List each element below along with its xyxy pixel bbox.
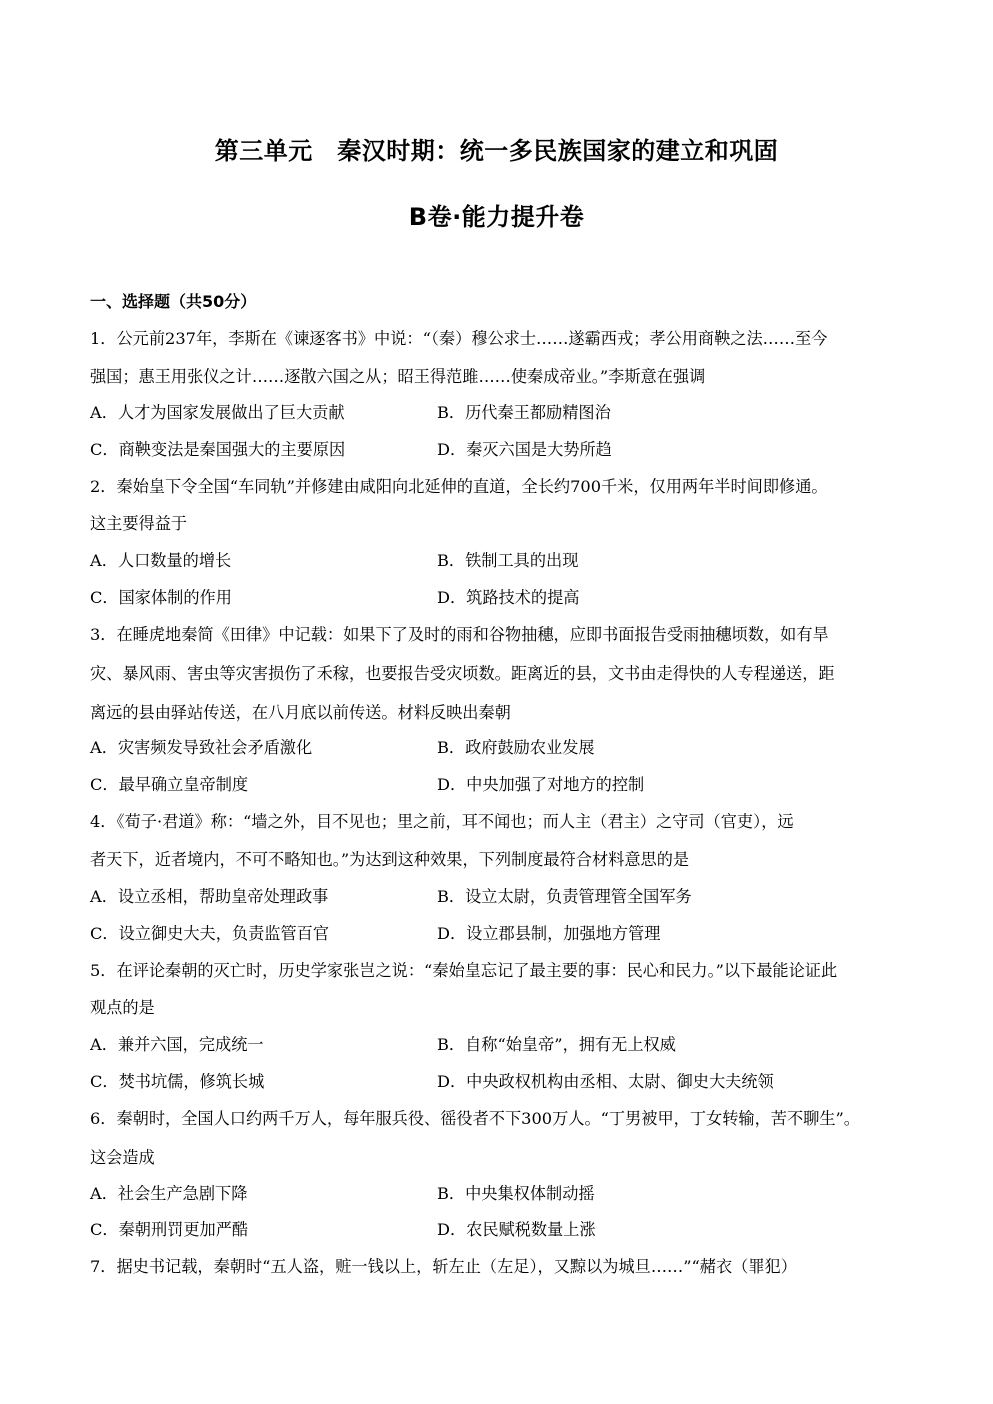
- question-6-option-d: D．农民赋税数量上涨: [437, 1220, 596, 1239]
- question-6-option-b: B．中央集权体制动摇: [437, 1184, 595, 1203]
- question-2-option-c: C．国家体制的作用: [90, 588, 232, 607]
- question-5-option-b: B．自称“始皇帝”，拥有无上权威: [437, 1035, 676, 1054]
- question-3-option-d: D．中央加强了对地方的控制: [437, 775, 645, 794]
- question-5-option-d: D．中央政权机构由丞相、太尉、御史大夫统领: [437, 1072, 774, 1091]
- page-subtitle: B卷·能力提升卷: [408, 203, 585, 231]
- question-6-option-a: A．社会生产急剧下降: [90, 1184, 248, 1203]
- question-3-option-a: A．灾害频发导致社会矛盾激化: [90, 738, 313, 757]
- question-3-option-c: C．最早确立皇帝制度: [90, 775, 249, 794]
- question-3-line-3: 离远的县由驿站传送，在八月底以前传送。材料反映出秦朝: [90, 703, 511, 722]
- question-4-line-2: 者天下，近者境内，不可不略知也。”为达到这种效果，下列制度最符合材料意思的是: [90, 850, 690, 869]
- question-3-option-b: B．政府鼓励农业发展: [437, 738, 595, 757]
- question-1-option-c: C．商鞅变法是秦国强大的主要原因: [90, 440, 346, 459]
- question-3-line-2: 灾、暴风雨、害虫等灾害损伤了禾稼，也要报告受灾顷数。距离近的县，文书由走得快的人专程递送，距: [90, 664, 835, 683]
- question-2-option-a: A．人口数量的增长: [90, 551, 232, 570]
- question-4-option-a: A．设立丞相，帮助皇帝处理政事: [90, 887, 329, 906]
- question-5-line-1: 5．在评论秦朝的灭亡时，历史学家张岂之说：“秦始皇忘记了最主要的事：民心和民力。”以下最能论证此: [90, 961, 838, 980]
- question-5-line-2: 观点的是: [90, 998, 155, 1017]
- question-6-option-c: C．秦朝刑罚更加严酷: [90, 1220, 249, 1239]
- question-2-line-1: 2．秦始皇下令全国“车同轨”并修建由咸阳向北延伸的直道，全长约700千米，仅用两年半时间即修通。: [90, 477, 828, 496]
- page-title: 第三单元 秦汉时期：统一多民族国家的建立和巩固: [214, 137, 779, 165]
- question-4-option-d: D．设立郡县制，加强地方管理: [437, 924, 661, 943]
- section-heading: 一、选择题（共50分）: [90, 292, 257, 311]
- question-1-line-1: 1．公元前237年，李斯在《谏逐客书》中说：“（秦）穆公求士……遂霸西戎；孝公用商鞅之法……至今: [90, 329, 828, 348]
- question-2-option-b: B．铁制工具的出现: [437, 551, 579, 570]
- question-1-line-2: 强国；惠王用张仪之计……逐散六国之从；昭王得范雎……使秦成帝业。”李斯意在强调: [90, 367, 706, 386]
- question-1-option-b: B．历代秦王都励精图治: [437, 403, 611, 422]
- question-6-line-2: 这会造成: [90, 1148, 155, 1167]
- question-2-option-d: D．筑路技术的提高: [437, 588, 580, 607]
- question-6-line-1: 6．秦朝时，全国人口约两千万人，每年服兵役、徭役者不下300万人。“丁男被甲，丁女转输，苦不聊生”。: [90, 1109, 860, 1128]
- question-5-option-c: C．焚书坑儒，修筑长城: [90, 1072, 265, 1091]
- question-3-line-1: 3．在睡虎地秦简《田律》中记载：如果下了及时的雨和谷物抽穗，应即书面报告受雨抽穗顷数，如有旱: [90, 625, 829, 644]
- question-1-option-a: A．人才为国家发展做出了巨大贡献: [90, 403, 345, 422]
- question-7-line-1: 7．据史书记载，秦朝时“五人盗，赃一钱以上，斩左止（左足），又黥以为城旦……”“赭衣（罪犯）: [90, 1257, 797, 1276]
- question-4-option-b: B．设立太尉，负责管理管全国军务: [437, 887, 692, 906]
- question-1-option-d: D．秦灭六国是大势所趋: [437, 440, 612, 459]
- question-4-option-c: C．设立御史大夫，负责监管百官: [90, 924, 330, 943]
- question-4-line-1: 4．《荀子·君道》称：“墙之外，目不见也；里之前，耳不闻也；而人主（君主）之守司（官吏），远: [90, 812, 794, 831]
- question-2-line-2: 这主要得益于: [90, 514, 188, 533]
- question-5-option-a: A．兼并六国，完成统一: [90, 1035, 264, 1054]
